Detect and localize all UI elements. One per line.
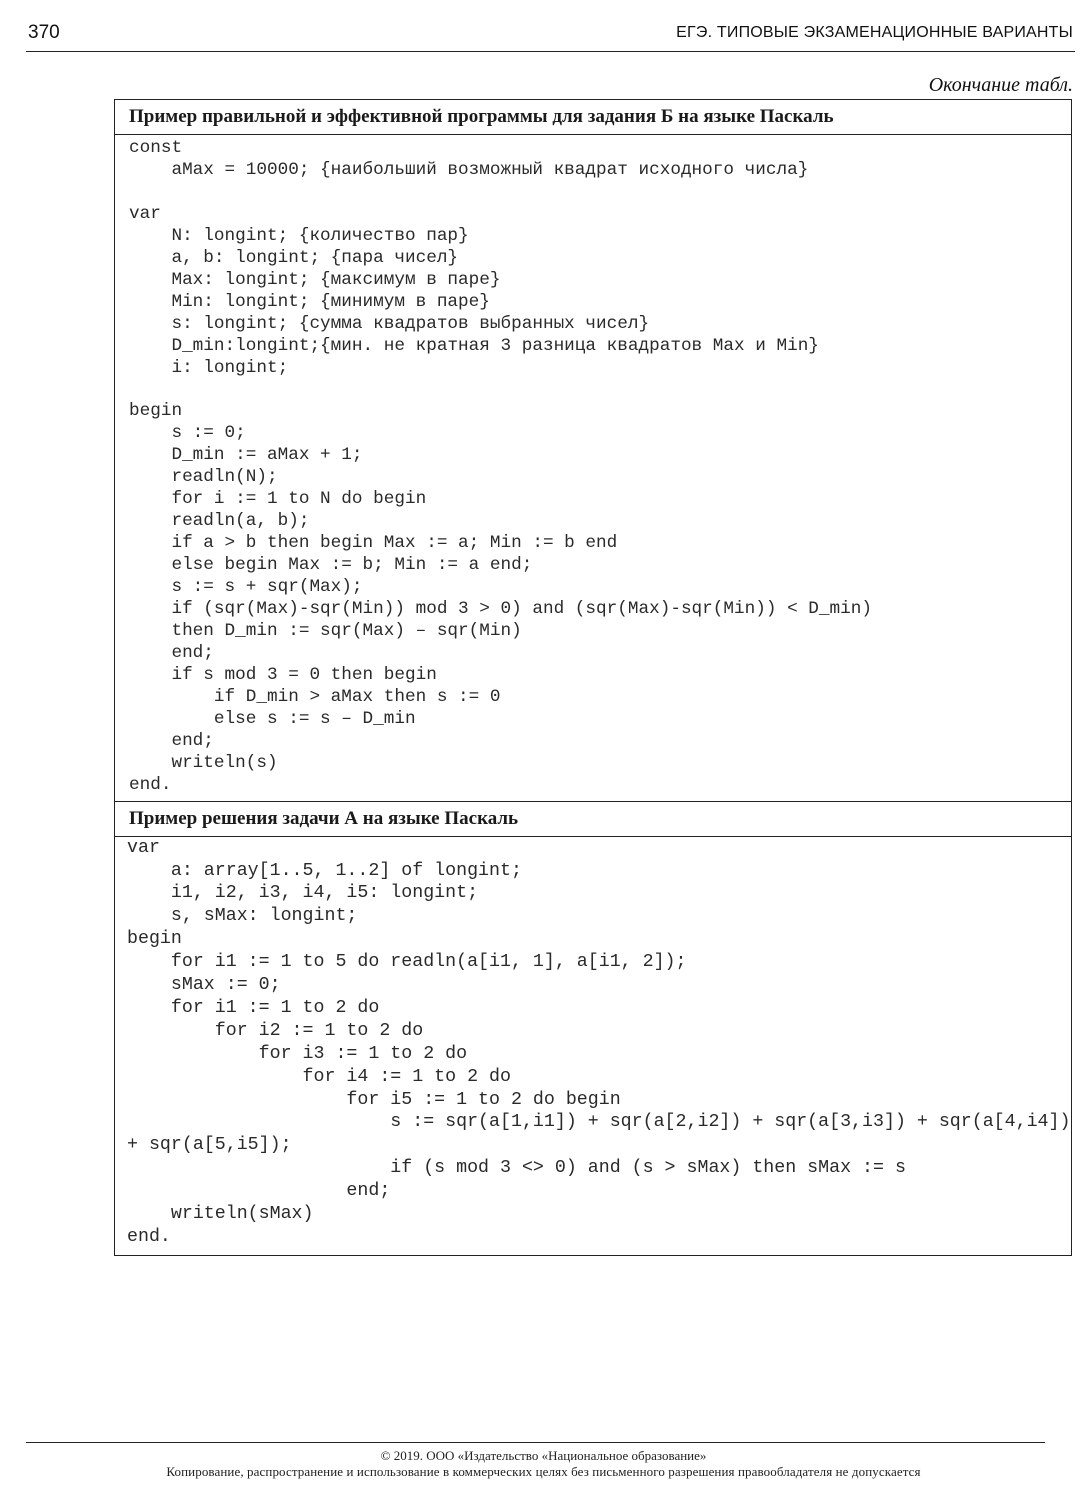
- section-b-code: const aMax = 10000; {наибольший возможный квадрат исходного числа} var N: longint; {количество пар} a, b: longint; {пара чисел} Max: longint; {максимум в паре} Min: longint; {минимум в паре} s: longint; {сумма квадратов выбранных чисел} D_min:longint;{мин. не кратная 3 разница квадратов Max и Min} i: longint; begin s := 0; D_min := aMax + 1; readln(N); for i := 1 to N do begin readln(a, b); if a > b then begin Max := a; Min := b end else begin Max := b; Min := a end; s := s + sqr(Max); if (sqr(Max)-sqr(Min)) mod 3 > 0) and (sqr(Max)-sqr(Min)) < D_min) then D_min := sqr(Max) – sqr(Min) end; if s mod 3 = 0 then begin if D_min > aMax then s := 0 else s := s – D_min end; writeln(s) end.: [115, 135, 1071, 802]
- footer-rule: [26, 1442, 1045, 1443]
- section-a-title: Пример решения задачи А на языке Паскаль: [115, 802, 1071, 837]
- section-a-code: var a: array[1..5, 1..2] of longint; i1, i2, i3, i4, i5: longint; s, sMax: longint; begin for i1 := 1 to 5 do readln(a[i1, 1], a[i1, 2]); sMax := 0; for i1 := 1 to 2 do for i2 := 1 to 2 do for i3 := 1 to 2 do for i4 := 1 to 2 do for i5 := 1 to 2 do begin s := sqr(a[1,i1]) + sqr(a[2,i2]) + sqr(a[3,i3]) + sqr(a[4,i4]) + sqr(a[5,i5]); if (s mod 3 <> 0) and (s > sMax) then sMax := s end; writeln(sMax) end.: [127, 837, 1071, 1247]
- running-title: ЕГЭ. ТИПОВЫЕ ЭКЗАМЕНАЦИОННЫЕ ВАРИАНТЫ: [676, 24, 1073, 41]
- header-rule: [26, 51, 1075, 52]
- section-b-title: Пример правильной и эффективной программы для задания Б на языке Паскаль: [115, 100, 1071, 135]
- copyright-notice: Копирование, распространение и использование в коммерческих целях без письменного разрешения правообладателя не допускается: [166, 1464, 921, 1479]
- page-number: 370: [28, 22, 60, 43]
- copyright-line: © 2019. ООО «Издательство «Национальное образование»: [380, 1448, 707, 1463]
- code-table: [114, 99, 1072, 1256]
- table-caption: Окончание табл.: [928, 74, 1073, 96]
